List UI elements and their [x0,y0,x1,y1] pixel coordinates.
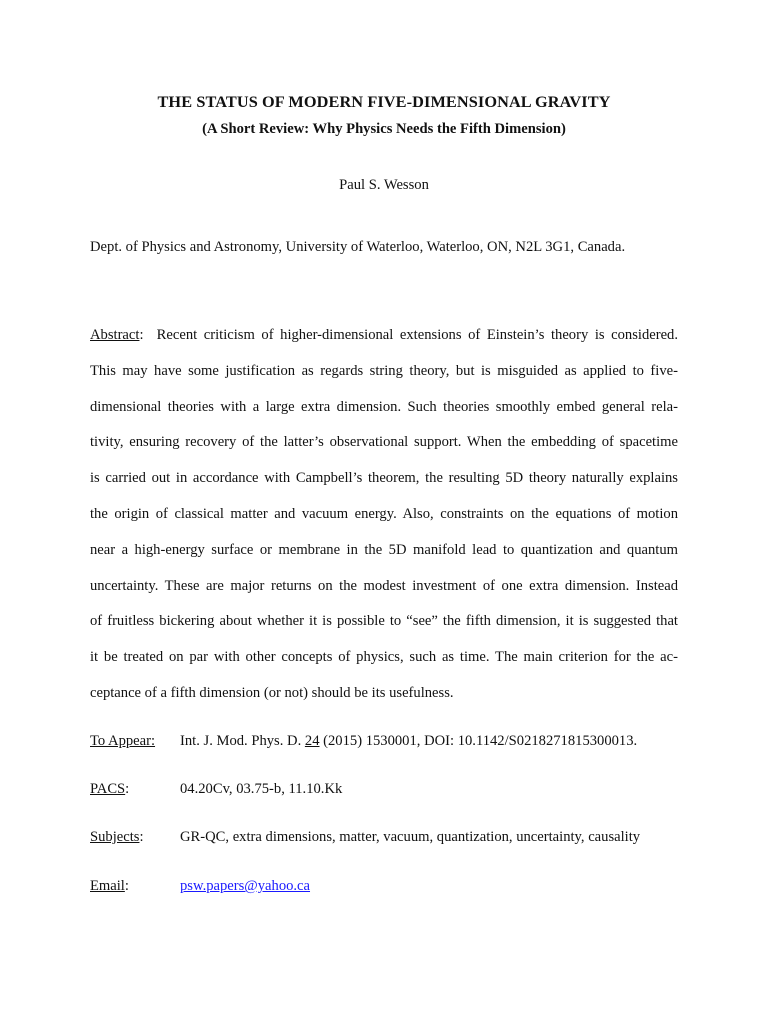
abstract-block [90,318,678,712]
author-name: Paul S. Wesson [339,177,429,193]
abstract-line: of fruitless bickering about whether it is possible to “see” the fifth dimension, it is suggested that [90,613,678,630]
to-appear-value [180,733,637,750]
journal-name: Int. J. Mod. Phys. D. [180,733,302,749]
pacs-label [90,781,129,798]
journal-citation: (2015) 1530001, DOI: 10.1142/S0218271815300013. [323,733,638,749]
abstract-line: This may have some justification as regards string theory, but is misguided as applied to five- [90,362,678,379]
pacs-label-text: PACS [90,781,126,797]
to-appear-label: To Appear: [90,733,156,749]
paper-subtitle: (A Short Review: Why Physics Needs the Fifth Dimension) [202,121,566,137]
subjects-label [90,829,144,846]
paper-title: THE STATUS OF MODERN FIVE-DIMENSIONAL GRAVITY [157,92,611,111]
abstract-label-colon: : [139,327,144,343]
abstract-label: Abstract [90,327,140,343]
abstract-text: Recent criticism of higher-dimensional extensions of Einstein’s theory is considered. [156,327,679,343]
abstract-line: tivity, ensuring recovery of the latter’s observational support. When the embedding of spacetime [90,434,678,451]
abstract-line: it be treated on par with other concepts of physics, such as time. The main criterion for the ac- [90,649,678,666]
subjects-value: GR-QC, extra dimensions, matter, vacuum, quantization, uncertainty, causality [180,829,641,845]
pacs-label-colon: : [125,781,130,797]
subjects-label-colon: : [139,829,144,845]
journal-volume: 24 [304,733,320,749]
abstract-line: uncertainty. These are major returns on the modest investment of one extra dimension. Instead [90,577,678,594]
email-label [90,878,129,895]
pacs-value: 04.20Cv, 03.75-b, 11.10.Kk [180,781,343,797]
email-label-colon: : [124,878,129,894]
abstract-line: the origin of classical matter and vacuum energy. Also, constraints on the equations of motion [90,505,678,522]
author-affiliation: Dept. of Physics and Astronomy, University of Waterloo, Waterloo, ON, N2L 3G1, Canada. [90,239,626,255]
abstract-line: near a high-energy surface or membrane in the 5D manifold lead to quantization and quantum [90,541,678,558]
abstract-first-line [90,318,678,354]
email-link[interactable]: psw.papers@yahoo.ca [180,878,311,894]
abstract-line: dimensional theories with a large extra dimension. Such theories smoothly embed general rela- [90,398,678,415]
email-label-text: Email [90,878,125,894]
subjects-label-text: Subjects [90,829,140,845]
abstract-line: is carried out in accordance with Campbell’s theorem, the resulting 5D theory naturally explains [90,470,678,487]
abstract-line: ceptance of a fifth dimension (or not) should be its usefulness. [90,684,454,701]
